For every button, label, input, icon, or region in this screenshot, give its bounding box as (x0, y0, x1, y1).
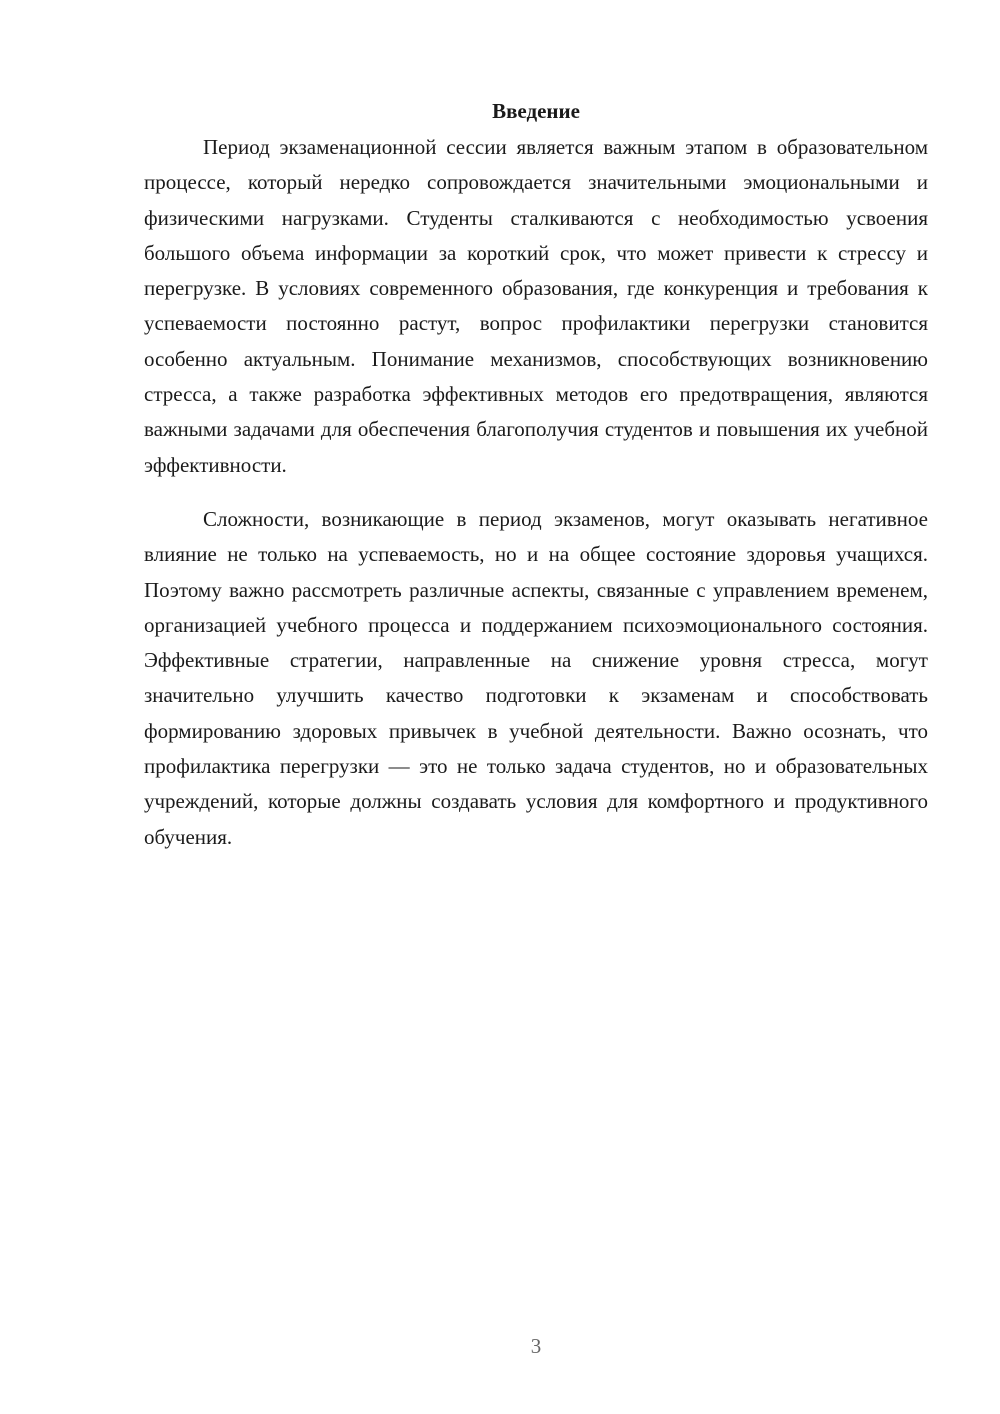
page-content (144, 92, 928, 855)
paragraph-2: Сложности, возникающие в период экзаменов, могут оказывать негативное влияние не только на успеваемость, но и на общее состояние здоровья учащихся. Поэтому важно рассмотреть различные аспекты, связанные с управлением временем, организацией учебного процесса и поддержанием психоэмоционального состояния. Эффективные стратегии, направленные на снижение уровня стресса, могут значительно улучшить качество подготовки к экзаменам и способствовать формированию здоровых привычек в учебной деятельности. Важно осознать, что профилактика перегрузки — это не только задача студентов, но и образовательных учреждений, которые должны создавать условия для комфортного и продуктивного обучения. (144, 506, 928, 849)
page-number: 3 (530, 1334, 542, 1358)
paragraph-1: Период экзаменационной сессии является важным этапом в образовательном процессе, который нередко сопровождается значительными эмоциональными и физическими нагрузками. Студенты сталкиваются с необходимостью усвоения большого объема информации за короткий срок, что может привести к стрессу и перегрузке. В условиях современного образования, где конкуренция и требования к успеваемости постоянно растут, вопрос профилактики перегрузки становится особенно актуальным. Понимание механизмов, способствующих возникновению стресса, а также разработка эффективных методов его предотвращения, являются важными задачами для обеспечения благополучия студентов и повышения их учебной эффективности. (144, 135, 928, 477)
section-heading: Введение (492, 99, 580, 123)
